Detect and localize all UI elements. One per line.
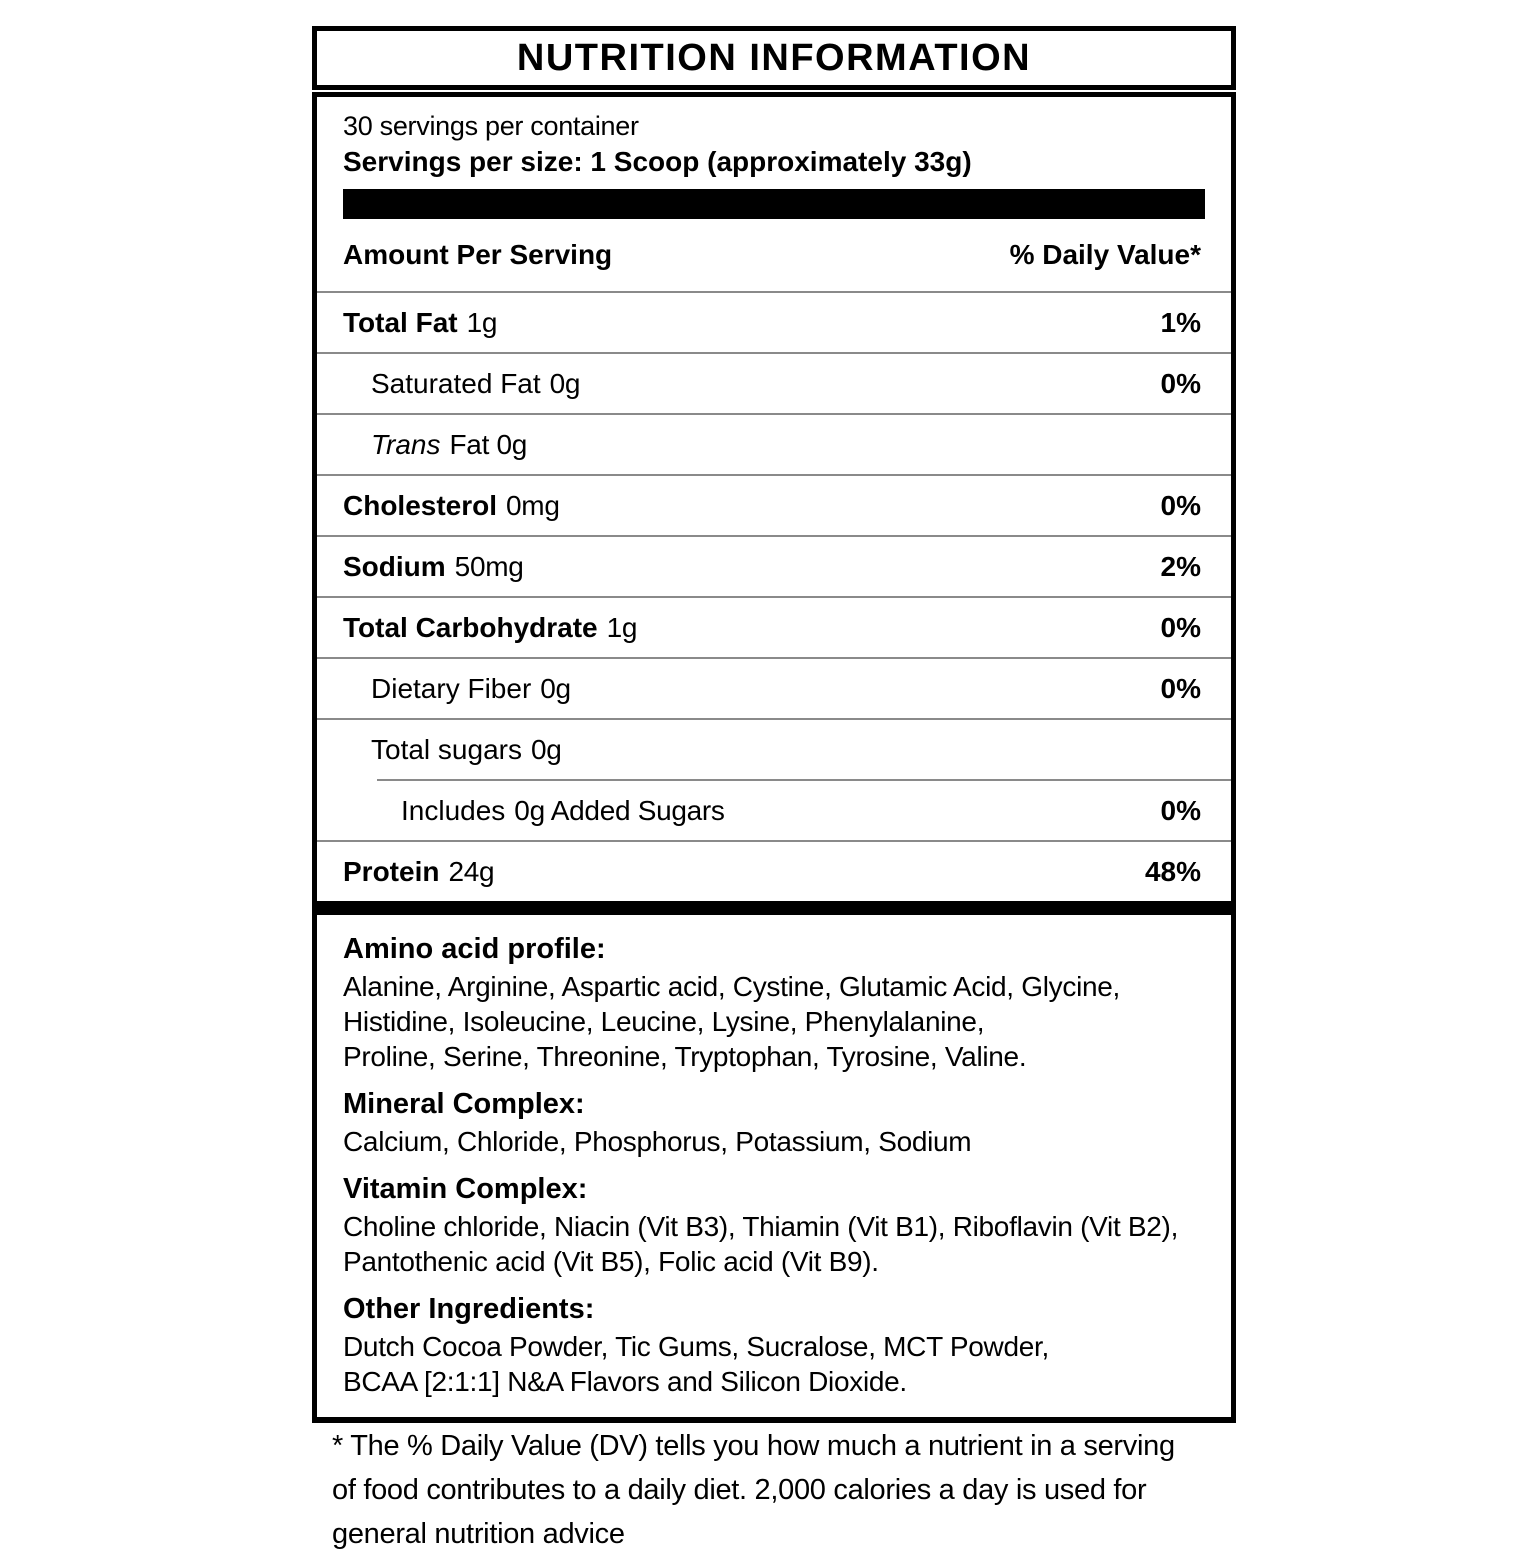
serving-size: Servings per size: 1 Scoop (approximately 33g) [343,146,972,177]
nutrient-rows [317,291,1231,901]
section-text-line: Choline chloride, Niacin (Vit B3), Thiamin (Vit B1), Riboflavin (Vit B2), [343,1211,1179,1242]
section-text-line: Alanine, Arginine, Aspartic acid, Cystine, Glutamic Acid, Glycine, [343,971,1121,1002]
nutrient-name: Total Fat [343,306,458,338]
nutrient-name: Sodium [343,550,446,582]
nutrient-daily-value: 0% [1160,489,1201,521]
section-heading: Vitamin Complex: [343,1173,588,1205]
section-text-line: Pantothenic acid (Vit B5), Folic acid (Vit B9). [343,1246,879,1277]
nutrient-row-added-sugars [317,781,1231,840]
label-title-box [312,26,1236,90]
label-title: NUTRITION INFORMATION [516,36,1032,79]
nutrient-amount: 0g Added Sugars [514,794,725,826]
footnote-line: of food contributes to a daily diet. 2,000 calories a day is used for [332,1474,1147,1506]
column-header-row [317,219,1231,291]
nutrient-row-saturated-fat [317,352,1231,413]
section-heading: Mineral Complex: [343,1088,585,1120]
nutrient-row-cholesterol [317,474,1231,535]
nutrient-daily-value: 48% [1144,855,1201,887]
section-vitamin-complex [343,1171,1205,1279]
nutrient-name: Saturated Fat [371,367,541,399]
nutrient-amount: 0g [549,367,581,399]
amount-per-serving-header: Amount Per Serving [343,239,613,270]
nutrient-name: Dietary Fiber [371,672,532,704]
nutrient-amount: 0g [530,733,562,765]
nutrient-name: Protein [343,855,440,887]
nutrient-daily-value: 0% [1160,794,1201,826]
nutrient-name: Includes [401,794,506,826]
section-other-ingredients [343,1291,1205,1399]
section-text-line: Histidine, Isoleucine, Leucine, Lysine, Phenylalanine, [343,1006,985,1037]
nutrition-label [312,26,1236,1423]
section-mineral-complex [343,1086,1205,1159]
nutrient-amount: 50mg [454,550,524,582]
ingredient-sections [317,915,1231,1399]
nutrient-daily-value: 0% [1160,672,1201,704]
nutrient-daily-value: 0% [1160,611,1201,643]
nutrient-amount: 0g [540,672,571,704]
nutrient-amount: 0mg [506,489,560,521]
nutrient-name: Cholesterol [343,489,498,521]
section-text-line: Calcium, Chloride, Phosphorus, Potassium, Sodium [343,1126,972,1157]
section-text-line: Proline, Serine, Threonine, Tryptophan, Tyrosine, Valine. [343,1041,1027,1072]
servings-per-container: 30 servings per container [343,111,639,141]
section-text-line: BCAA [2:1:1] N&A Flavors and Silicon Dioxide. [343,1366,907,1397]
section-heading: Amino acid profile: [343,933,606,965]
separator-bar-top [343,189,1205,219]
footnote-line: * The % Daily Value (DV) tells you how much a nutrient in a serving [332,1430,1175,1462]
nutrient-row-total-sugars [317,718,1231,779]
separator-bar-middle [317,901,1231,915]
nutrient-amount: Fat 0g [449,428,528,460]
nutrient-amount: 24g [448,855,495,887]
nutrient-amount: 1g [466,306,498,338]
nutrient-row-dietary-fiber [317,657,1231,718]
nutrient-row-sodium [317,535,1231,596]
nutrient-name: Trans [371,428,441,460]
daily-value-footnote [332,1424,1232,1556]
section-amino-acid-profile [343,931,1205,1074]
nutrient-daily-value: 2% [1160,550,1201,582]
nutrient-row-total-fat [317,291,1231,352]
daily-value-header: % Daily Value* [1009,239,1201,270]
nutrient-daily-value: 1% [1160,306,1201,338]
nutrient-amount: 1g [606,611,638,643]
section-heading: Other Ingredients: [343,1293,595,1325]
nutrient-daily-value: 0% [1160,367,1201,399]
nutrient-row-protein [317,840,1231,901]
nutrient-name: Total Carbohydrate [343,611,598,643]
label-main-box [312,92,1236,1423]
nutrient-name: Total sugars [371,733,522,765]
footnote-line: general nutrition advice [332,1518,625,1550]
nutrient-row-total-carbohydrate [317,596,1231,657]
serving-info [317,97,1231,181]
section-text-line: Dutch Cocoa Powder, Tic Gums, Sucralose, MCT Powder, [343,1331,1049,1362]
nutrient-row-trans-fat [317,413,1231,474]
